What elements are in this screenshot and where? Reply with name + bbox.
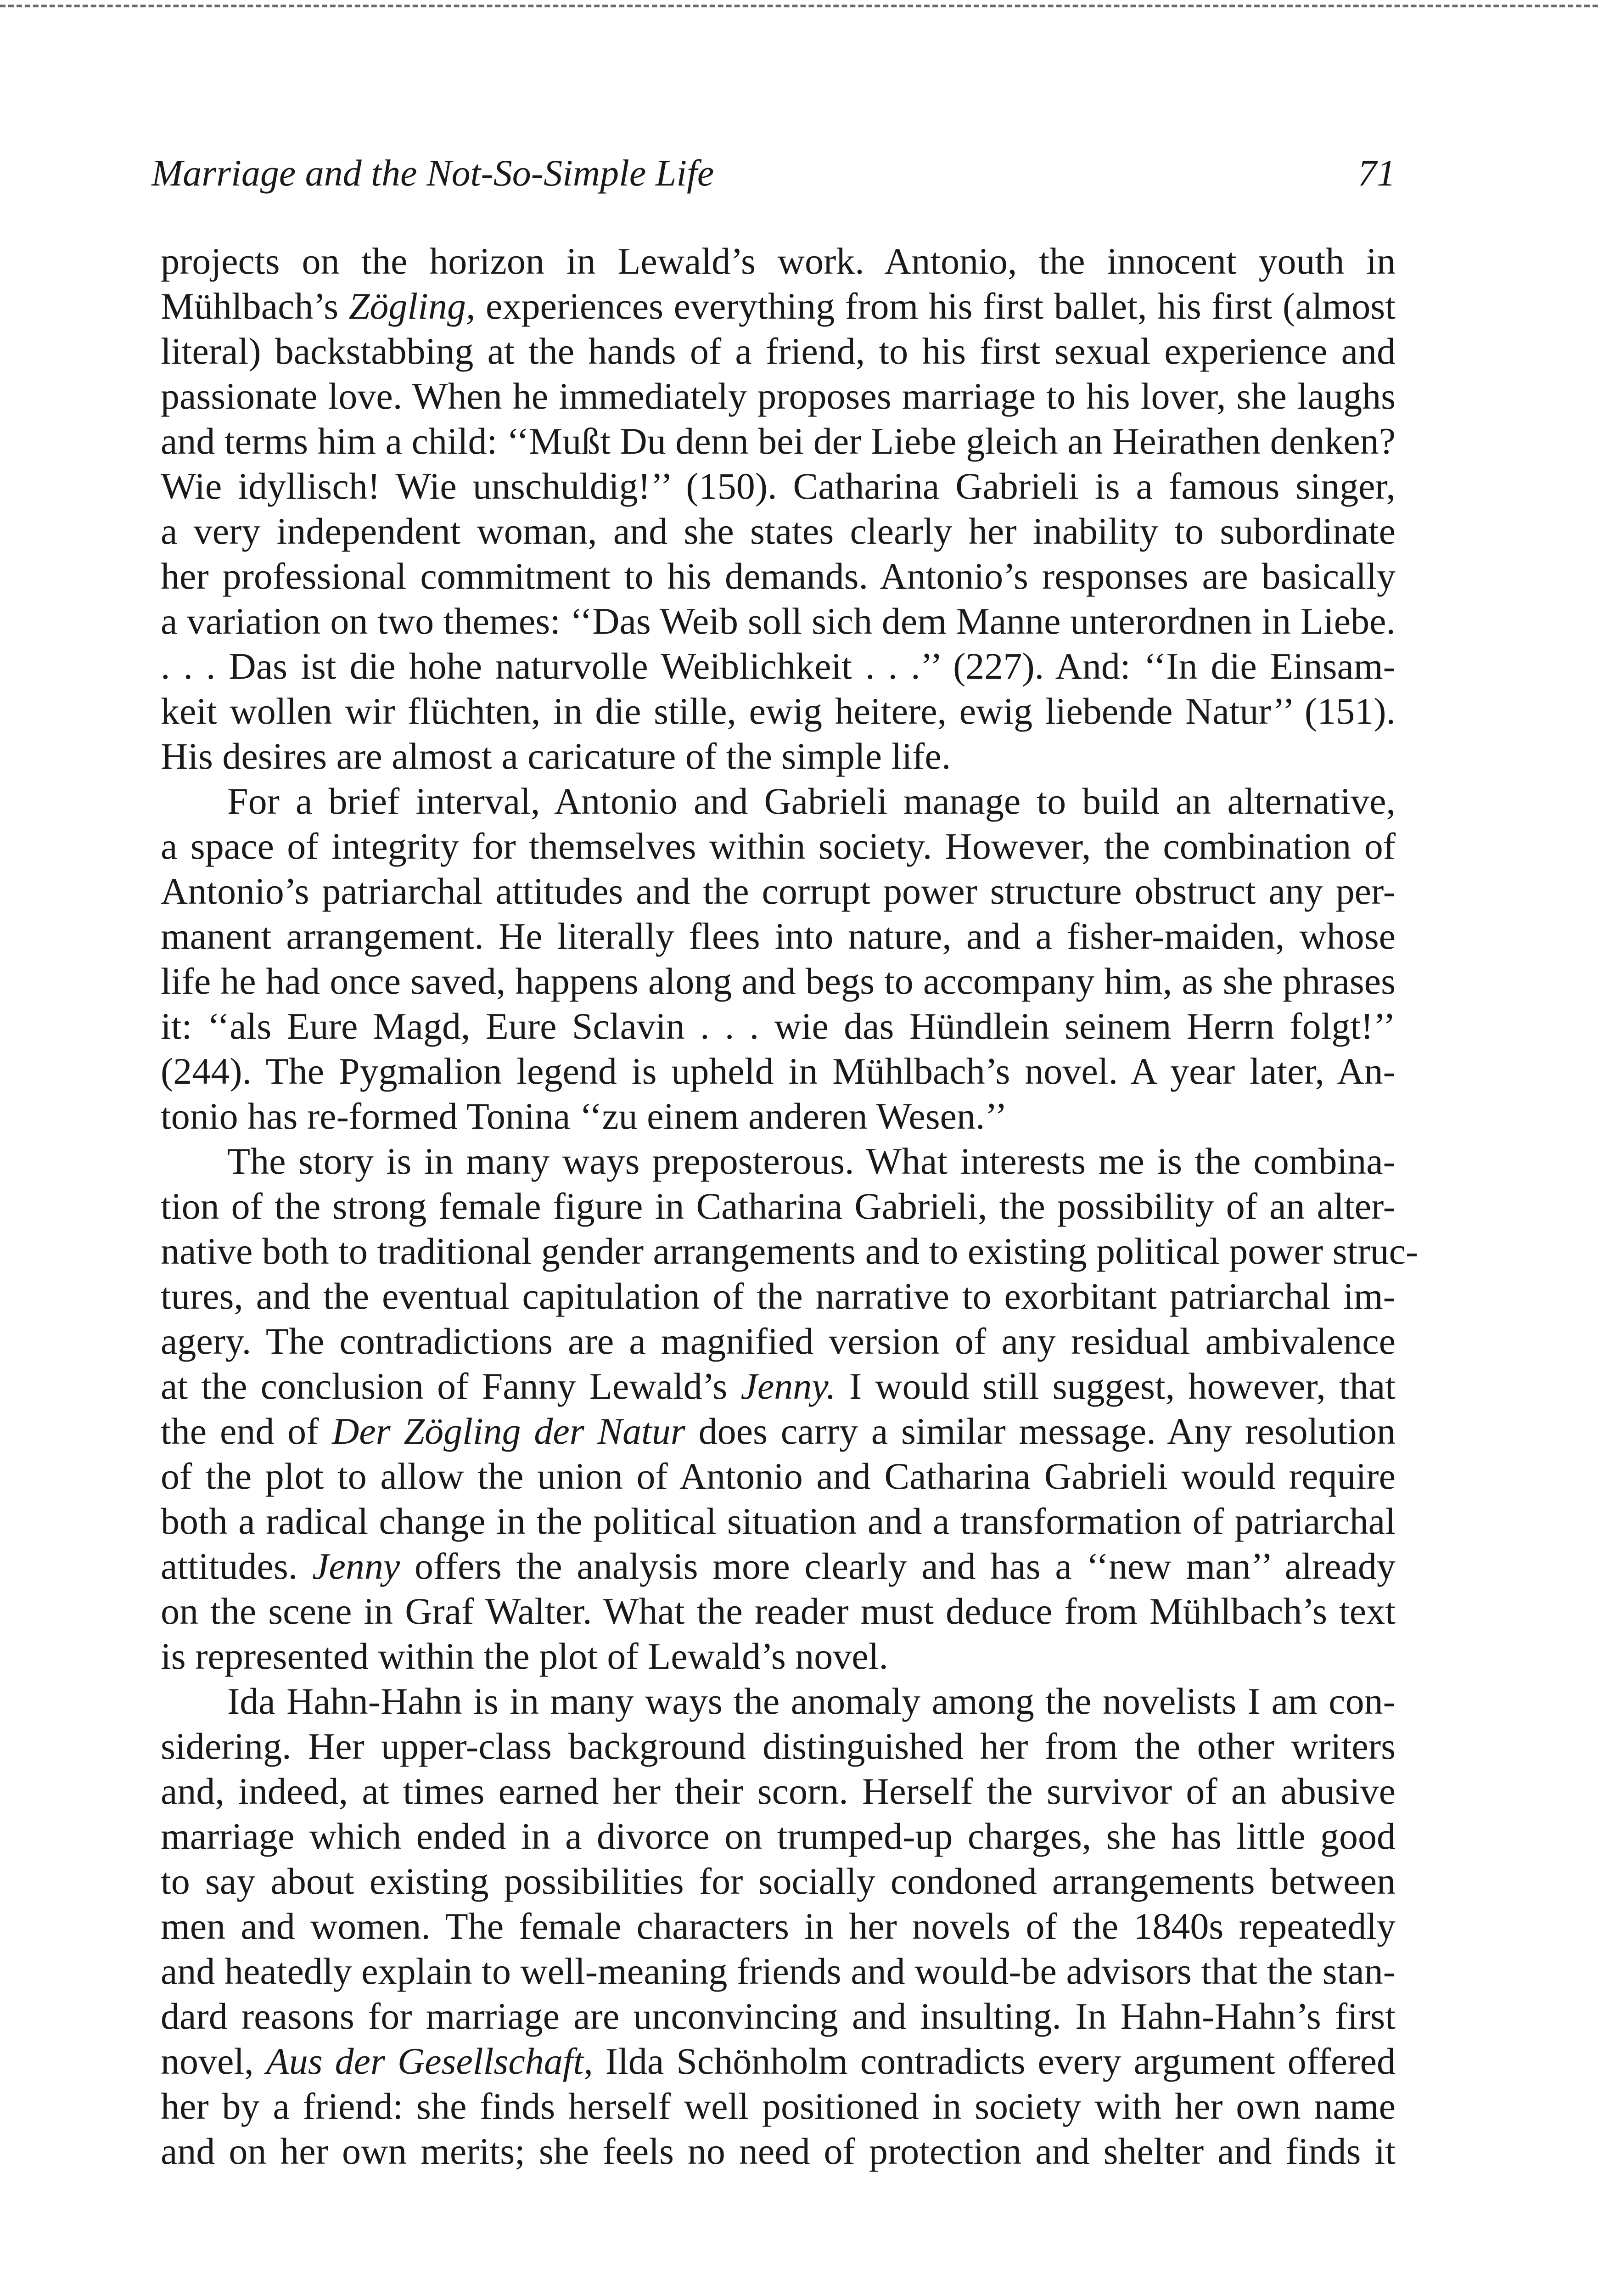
- text-line: [161, 959, 1396, 1004]
- text-line: [161, 599, 1396, 644]
- text-line: [161, 2084, 1396, 2129]
- italic-title: Aus der Gesellschaft,: [266, 2040, 593, 2082]
- text-segment: a space of integrity for themselves within society. However, the combination of: [161, 825, 1396, 867]
- text-line: [161, 869, 1396, 914]
- text-line: [161, 419, 1396, 464]
- text-segment: I would still suggest, however, that: [835, 1365, 1396, 1407]
- text-segment: the end of: [161, 1410, 332, 1452]
- text-segment: passionate love. When he immediately proposes marriage to his lover, she laughs: [161, 375, 1396, 417]
- text-line: [161, 1994, 1396, 2039]
- text-segment: both a radical change in the political situation and a transformation of patriarchal: [161, 1500, 1396, 1542]
- text-line: [161, 1184, 1396, 1229]
- text-line: [161, 1814, 1396, 1859]
- text-line: [161, 2039, 1396, 2084]
- text-segment: Mühlbach’s: [161, 285, 349, 327]
- text-segment: dard reasons for marriage are unconvincing and insulting. In Hahn-Hahn’s first: [161, 1995, 1396, 2037]
- text-line: [161, 1229, 1419, 1274]
- text-segment: tion of the strong female figure in Catharina Gabrieli, the possibility of an alter-: [161, 1185, 1396, 1227]
- text-line: [161, 1589, 1396, 1634]
- text-line: [161, 1769, 1396, 1814]
- text-line: [161, 1859, 1396, 1904]
- text-line: [161, 1319, 1396, 1364]
- text-segment: agery. The contradictions are a magnified version of any residual ambivalence: [161, 1320, 1396, 1362]
- text-segment: Ilda Schönholm contradicts every argument offered: [593, 2040, 1396, 2082]
- page-edge-rule: [0, 5, 1598, 7]
- page-header: [151, 152, 1396, 207]
- text-line: [161, 239, 1396, 284]
- text-segment: on the scene in Graf Walter. What the reader must deduce from Mühlbach’s text: [161, 1590, 1396, 1632]
- text-segment: Ida Hahn-Hahn is in many ways the anomaly among the novelists I am con-: [227, 1680, 1396, 1722]
- text-line: [161, 1544, 1396, 1589]
- text-segment: native both to traditional gender arrangements and to existing political power struc-: [161, 1230, 1419, 1272]
- text-line: [161, 689, 1396, 734]
- text-line: [161, 1049, 1396, 1094]
- text-line: [161, 284, 1396, 329]
- text-line: [161, 464, 1396, 509]
- italic-title: Jenny: [312, 1545, 400, 1587]
- text-segment: does carry a similar message. Any resolution: [685, 1410, 1396, 1452]
- text-line: [161, 1679, 1396, 1724]
- text-line: [161, 1724, 1396, 1769]
- text-segment: experiences everything from his first ballet, his first (almost: [475, 285, 1396, 327]
- text-line: [161, 1904, 1396, 1949]
- text-line: [161, 554, 1396, 599]
- text-segment: at the conclusion of Fanny Lewald’s: [161, 1365, 741, 1407]
- text-segment: and, indeed, at times earned her their scorn. Herself the survivor of an abusive: [161, 1770, 1396, 1812]
- text-segment: and heatedly explain to well-meaning friends and would-be advisors that the stan-: [161, 1950, 1396, 1992]
- text-segment: a very independent woman, and she states clearly her inability to subordinate: [161, 510, 1396, 552]
- italic-title: Jenny.: [740, 1365, 836, 1407]
- text-segment: is represented within the plot of Lewald’s novel.: [161, 1635, 888, 1677]
- text-segment: it: ‘‘als Eure Magd, Eure Sclavin . . . wie das Hündlein seinem Herrn folgt!’’: [161, 1005, 1396, 1047]
- text-segment: Wie idyllisch! Wie unschuldig!’’ (150). Catharina Gabrieli is a famous singer,: [161, 465, 1396, 507]
- text-line: [161, 509, 1396, 554]
- text-line: [161, 2129, 1396, 2174]
- text-segment: keit wollen wir flüchten, in die stille, ewig heitere, ewig liebende Natur’’ (151).: [161, 690, 1396, 732]
- text-line: [161, 1139, 1396, 1184]
- text-segment: tonio has re-formed Tonina ‘‘zu einem anderen Wesen.’’: [161, 1095, 1008, 1137]
- text-segment: a variation on two themes: ‘‘Das Weib soll sich dem Manne unterordnen in Liebe.: [161, 600, 1396, 642]
- page-number: 71: [1358, 152, 1396, 194]
- text-segment: projects on the horizon in Lewald’s work. Antonio, the innocent youth in: [161, 240, 1396, 282]
- text-segment: Antonio’s patriarchal attitudes and the corrupt power structure obstruct any per-: [161, 870, 1396, 912]
- text-segment: literal) backstabbing at the hands of a friend, to his first sexual experience and: [161, 330, 1396, 372]
- text-segment: life he had once saved, happens along and begs to accompany him, as she phrases: [161, 960, 1396, 1002]
- text-line: [161, 1454, 1396, 1499]
- running-head: Marriage and the Not-So-Simple Life: [151, 152, 714, 194]
- text-segment: novel,: [161, 2040, 266, 2082]
- text-line: [161, 1634, 1396, 1679]
- text-line: [161, 1499, 1396, 1544]
- text-segment: of the plot to allow the union of Antonio and Catharina Gabrieli would require: [161, 1455, 1396, 1497]
- text-segment: . . . Das ist die hohe naturvolle Weiblichkeit . . .’’ (227). And: ‘‘In die Einsam-: [161, 645, 1396, 687]
- text-segment: her professional commitment to his demands. Antonio’s responses are basically: [161, 555, 1396, 597]
- text-segment: her by a friend: she finds herself well positioned in society with her own name: [161, 2085, 1396, 2127]
- text-line: [161, 1004, 1396, 1049]
- text-segment: His desires are almost a caricature of the simple life.: [161, 735, 951, 777]
- text-segment: manent arrangement. He literally flees into nature, and a fisher-maiden, whose: [161, 915, 1396, 957]
- text-line: [161, 779, 1396, 824]
- text-line: [161, 1094, 1396, 1139]
- text-line: [161, 329, 1396, 374]
- italic-title: Zögling,: [348, 285, 476, 327]
- text-segment: and on her own merits; she feels no need of protection and shelter and finds it: [161, 2130, 1396, 2172]
- text-segment: tures, and the eventual capitulation of the narrative to exorbitant patriarchal im-: [161, 1275, 1396, 1317]
- text-line: [161, 824, 1396, 869]
- text-line: [161, 374, 1396, 419]
- text-line: [161, 1364, 1396, 1409]
- text-segment: to say about existing possibilities for socially condoned arrangements between: [161, 1860, 1396, 1902]
- italic-title: Der Zögling der Natur: [332, 1410, 685, 1452]
- text-line: [161, 1274, 1396, 1319]
- text-segment: For a brief interval, Antonio and Gabrieli manage to build an alternative,: [227, 780, 1396, 822]
- text-line: [161, 1409, 1396, 1454]
- text-line: [161, 914, 1396, 959]
- text-line: [161, 1949, 1396, 1994]
- text-segment: The story is in many ways preposterous. What interests me is the combina-: [227, 1140, 1396, 1182]
- text-segment: marriage which ended in a divorce on trumped-up charges, she has little good: [161, 1815, 1396, 1857]
- text-line: [161, 644, 1396, 689]
- text-segment: men and women. The female characters in her novels of the 1840s repeatedly: [161, 1905, 1396, 1947]
- text-segment: and terms him a child: ‘‘Mußt Du denn bei der Liebe gleich an Heirathen denken?: [161, 420, 1396, 462]
- body-text: [161, 239, 1419, 2174]
- text-segment: offers the analysis more clearly and has a ‘‘new man’’ already: [400, 1545, 1396, 1587]
- text-line: [161, 734, 1396, 779]
- text-segment: attitudes.: [161, 1545, 313, 1587]
- text-segment: sidering. Her upper-class background distinguished her from the other writers: [161, 1725, 1396, 1767]
- text-segment: (244). The Pygmalion legend is upheld in Mühlbach’s novel. A year later, An-: [161, 1050, 1396, 1092]
